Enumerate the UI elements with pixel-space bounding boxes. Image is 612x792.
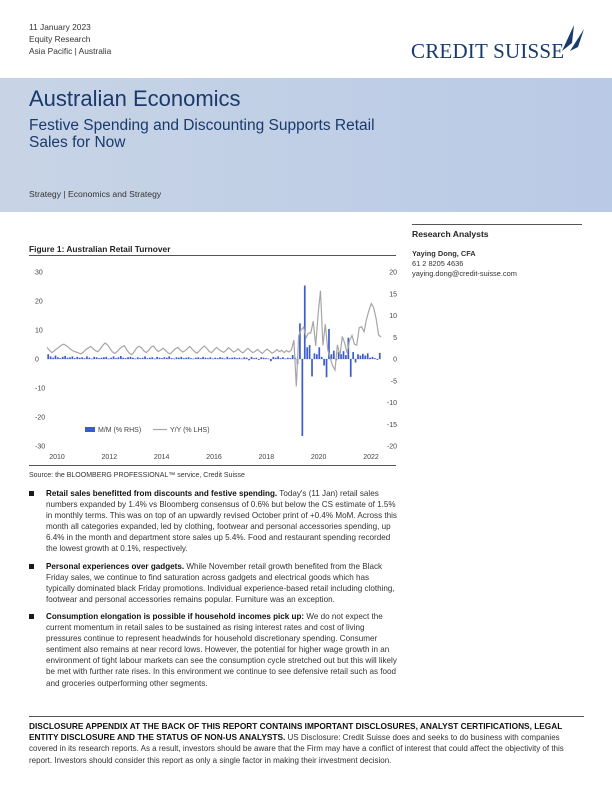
mm-bar [210, 357, 212, 359]
y-right-tick-label: 10 [389, 313, 397, 320]
mm-bar [275, 358, 277, 359]
y-left-tick-label: -10 [35, 385, 46, 393]
mm-bar [229, 358, 231, 359]
mm-bar [285, 359, 287, 360]
analyst-email[interactable]: yaying.dong@credit-suisse.com [412, 269, 517, 278]
mm-bar [379, 353, 381, 359]
mm-bar [62, 357, 64, 359]
mm-bar [132, 358, 134, 359]
mm-bar [287, 358, 289, 359]
y-left-tick-label: 20 [35, 298, 43, 306]
mm-bar [125, 358, 127, 359]
x-tick-label: 2022 [363, 454, 379, 461]
mm-bar [195, 358, 197, 359]
report-title: Australian Economics [29, 86, 241, 111]
figure-bottom-divider [29, 465, 396, 466]
mm-bar [239, 358, 241, 359]
mm-bar [222, 358, 224, 359]
mm-bar [139, 358, 141, 359]
mm-bar [64, 356, 66, 359]
mm-bar [212, 359, 214, 360]
retail-turnover-chart [29, 258, 399, 462]
mm-bar [72, 356, 74, 359]
x-tick-label: 2014 [153, 454, 170, 461]
bullet-body: While November retail growth benefited from the Black Friday sales, we continue to find saturation across gadgets and electrical goods which has typically dominated black Friday promotions. Individual experience-based retail including clothing, footwear and personal accessories remains popular. Furniture was an exception. [46, 561, 395, 604]
mm-bar [130, 357, 132, 359]
mm-bar [374, 358, 376, 359]
mm-bar [180, 357, 182, 359]
mm-bar [231, 358, 233, 359]
footer-divider [29, 716, 584, 717]
mm-bar [289, 358, 291, 359]
mm-bar [168, 356, 170, 359]
mm-bar [98, 358, 100, 359]
mm-bar [311, 359, 313, 376]
mm-bar [81, 357, 83, 359]
figure-divider [29, 255, 396, 256]
bullet-heading: Consumption elongation is possible if household incomes pick up: [46, 611, 305, 621]
mm-bar [253, 358, 255, 359]
mm-bar [156, 357, 158, 359]
mm-bar [79, 358, 81, 359]
mm-bar [115, 358, 117, 359]
bullet-square-icon [29, 564, 34, 569]
mm-bar [142, 358, 144, 359]
mm-bar [154, 359, 156, 360]
legend-bar-label: M/M (% RHS) [98, 427, 142, 434]
mm-bar [89, 358, 91, 359]
mm-bar [263, 358, 265, 359]
mm-bar [144, 356, 146, 359]
legend-line-label: Y/Y (% LHS) [170, 427, 210, 434]
analyst-name: Yaying Dong, CFA [412, 249, 476, 258]
mm-bar [207, 358, 209, 359]
mm-bar [251, 357, 253, 359]
mm-bar [202, 357, 204, 359]
mm-bar [118, 357, 120, 359]
mm-bar [355, 359, 357, 362]
report-region: Asia Pacific | Australia [29, 46, 112, 56]
bullet-item [29, 488, 399, 555]
mm-bar [67, 358, 69, 359]
mm-bar [137, 357, 139, 359]
mm-bar [110, 358, 112, 359]
mm-bar [108, 359, 110, 360]
mm-bar [282, 357, 284, 359]
y-right-tick-label: -20 [386, 443, 397, 451]
mm-bar [323, 359, 325, 366]
mm-bar [86, 356, 88, 359]
mm-bar [326, 359, 328, 377]
x-tick-label: 2012 [101, 454, 118, 461]
mm-bar [103, 357, 105, 359]
legend-bar-swatch [85, 427, 95, 432]
mm-bar [171, 358, 173, 359]
mm-bar [50, 356, 52, 359]
mm-bar [197, 357, 199, 359]
y-right-tick-label: 15 [389, 291, 397, 299]
mm-bar [234, 357, 236, 359]
mm-bar [159, 358, 161, 359]
mm-bar [277, 356, 279, 359]
research-analysts-heading: Research Analysts [412, 229, 489, 239]
yy-line [47, 291, 381, 387]
mm-bar [272, 357, 274, 359]
mm-bar [173, 359, 175, 360]
mm-bar [122, 358, 124, 359]
disclosure-text: US Disclosure: Credit Suisse does and seeks to do business with companies covered in its research reports. As a result, investors should be aware that the Firm may have a conflict of interest that could affect the objectivity of this report. Investors should consider this report as only a single factor in making their investment decision. [29, 733, 564, 765]
mm-bar [176, 357, 178, 359]
mm-bar [243, 357, 245, 359]
mm-bar [147, 358, 149, 359]
mm-bar [214, 358, 216, 359]
mm-bar [345, 355, 347, 359]
mm-bar [47, 354, 49, 359]
bullet-list [29, 488, 399, 695]
mm-bar [74, 358, 76, 359]
mm-bar [236, 358, 238, 359]
mm-bar [93, 357, 95, 359]
bullet-square-icon [29, 614, 34, 619]
mm-bar [280, 358, 282, 359]
mm-bar [372, 357, 374, 359]
mm-bar [178, 358, 180, 359]
mm-bar [188, 357, 190, 359]
mm-bar [127, 357, 129, 359]
mm-bar [343, 351, 345, 359]
mm-bar [299, 323, 301, 359]
disclosure-bold: DISCLOSURE APPENDIX AT THE BACK OF THIS REPORT CONTAINS IMPORTANT DISCLOSURES, ANALYST CERTIFICATIONS, LEGAL ENTITY DISCLOSURE AND THE STATUS OF NON-US ANALYSTS. [29, 721, 563, 743]
x-tick-label: 2010 [49, 454, 65, 461]
mm-bar [224, 359, 226, 360]
mm-bar [52, 358, 54, 359]
mm-bar [301, 359, 303, 436]
mm-bar [333, 351, 335, 359]
mm-bar [120, 356, 122, 359]
mm-bar [217, 358, 219, 359]
mm-bar [321, 357, 323, 359]
analyst-card [412, 249, 517, 279]
analyst-phone: 61 2 8205 4636 [412, 259, 464, 268]
y-left-tick-label: 0 [35, 356, 39, 364]
mm-bar [260, 357, 262, 359]
mm-bar [76, 357, 78, 359]
logo-sails-icon [560, 23, 586, 53]
mm-bar [84, 358, 86, 359]
y-left-tick-label: -30 [35, 443, 46, 451]
mm-bar [270, 359, 272, 361]
mm-bar [200, 358, 202, 359]
mm-bar [357, 354, 359, 359]
mm-bar [96, 357, 98, 359]
mm-bar [367, 353, 369, 359]
report-subtitle: Festive Spending and Discounting Supports Retail Sales for Now [29, 117, 375, 151]
mm-bar [304, 285, 306, 359]
x-tick-label: 2018 [258, 454, 275, 461]
mm-bar [246, 358, 248, 359]
mm-bar [268, 359, 270, 360]
mm-bar [219, 357, 221, 359]
mm-bar [265, 358, 267, 359]
logo-text: CREDIT SUISSE [411, 39, 565, 63]
mm-bar [241, 359, 243, 360]
report-meta [29, 21, 111, 57]
mm-bar [309, 345, 311, 359]
bullet-square-icon [29, 491, 34, 496]
mm-bar [185, 358, 187, 359]
mm-bar [55, 356, 57, 359]
mm-bar [193, 359, 195, 360]
mm-bar [306, 347, 308, 359]
mm-bar [91, 359, 93, 360]
bullet-item [29, 561, 399, 605]
mm-bar [377, 359, 379, 360]
y-right-tick-label: 0 [393, 356, 397, 364]
mm-bar [364, 356, 366, 359]
x-tick-label: 2020 [310, 454, 327, 461]
figure-title: Figure 1: Australian Retail Turnover [29, 244, 171, 254]
mm-bar [256, 358, 258, 359]
mm-bar [190, 358, 192, 359]
y-left-tick-label: -20 [35, 414, 46, 422]
disclosure-footer [29, 721, 584, 766]
y-right-tick-label: -15 [386, 421, 397, 429]
mm-bar [164, 357, 166, 359]
mm-bar [248, 359, 250, 360]
mm-bar [59, 358, 61, 359]
report-date: 11 January 2023 [29, 22, 91, 32]
mm-bar [352, 352, 354, 359]
mm-bar [183, 358, 185, 359]
mm-bar [226, 357, 228, 359]
mm-bar [360, 356, 362, 359]
mm-bar [105, 357, 107, 359]
credit-suisse-logo [411, 23, 586, 67]
analyst-divider [412, 224, 582, 225]
mm-bar [258, 359, 260, 360]
mm-bar [314, 353, 316, 359]
mm-bar [134, 359, 136, 360]
y-right-tick-label: 5 [393, 334, 397, 342]
mm-bar [151, 357, 153, 359]
mm-bar [161, 358, 163, 359]
y-left-tick-label: 10 [35, 327, 43, 335]
bullet-body: We do not expect the current momentum in retail sales to be sustained as rising interest rates and cost of living pressures continue to represent headwinds for household discretionary spending. Consumer sentiment also remains at near record lows. However, the potential for higher wage growth in an environment of tight labour markets can see the consumption cycle stretched out but this will likely be met with further rate rises. In this environment we continue to see defensive retail such as food and groceries outperforming other segments. [46, 611, 397, 688]
bullet-item [29, 611, 399, 689]
y-left-tick-label: 30 [35, 269, 43, 277]
mm-bar [57, 357, 59, 359]
bullet-heading: Retail sales benefitted from discounts and festive spending. [46, 489, 278, 498]
mm-bar [113, 356, 115, 359]
y-right-tick-label: 20 [389, 269, 397, 277]
mm-bar [318, 347, 320, 359]
mm-bar [101, 358, 103, 359]
mm-bar [316, 354, 318, 359]
mm-bar [69, 357, 71, 359]
mm-bar [362, 354, 364, 359]
report-category: Strategy | Economics and Strategy [29, 189, 162, 199]
mm-bar [205, 358, 207, 359]
report-department: Equity Research [29, 34, 91, 44]
bullet-heading: Personal experiences over gadgets. [46, 561, 185, 571]
bullet-body: Today's (11 Jan) retail sales numbers expanded by 1.4% vs Bloomberg consensus of 0.6% but below the CS estimate of 1.5% in monthly terms. This was on top of an upwardly revised October print of +0.4% MoM. Across this month all categories expanded, led by clothing, footwear and personal accessories spending, up 6.4% in the month and department store sales up 5.4%. Food and restaurant spending recorded the lowest growth at 0.1%, respectively. [46, 489, 397, 554]
figure-source: Source: the BLOOMBERG PROFESSIONAL™ service, Credit Suisse [29, 472, 245, 479]
mm-bar [292, 355, 294, 359]
y-right-tick-label: -10 [386, 400, 397, 407]
y-right-tick-label: -5 [390, 378, 397, 386]
x-tick-label: 2016 [206, 454, 222, 461]
mm-bar [369, 358, 371, 359]
mm-bar [350, 359, 352, 377]
mm-bar [166, 358, 168, 359]
mm-bar [149, 358, 151, 359]
